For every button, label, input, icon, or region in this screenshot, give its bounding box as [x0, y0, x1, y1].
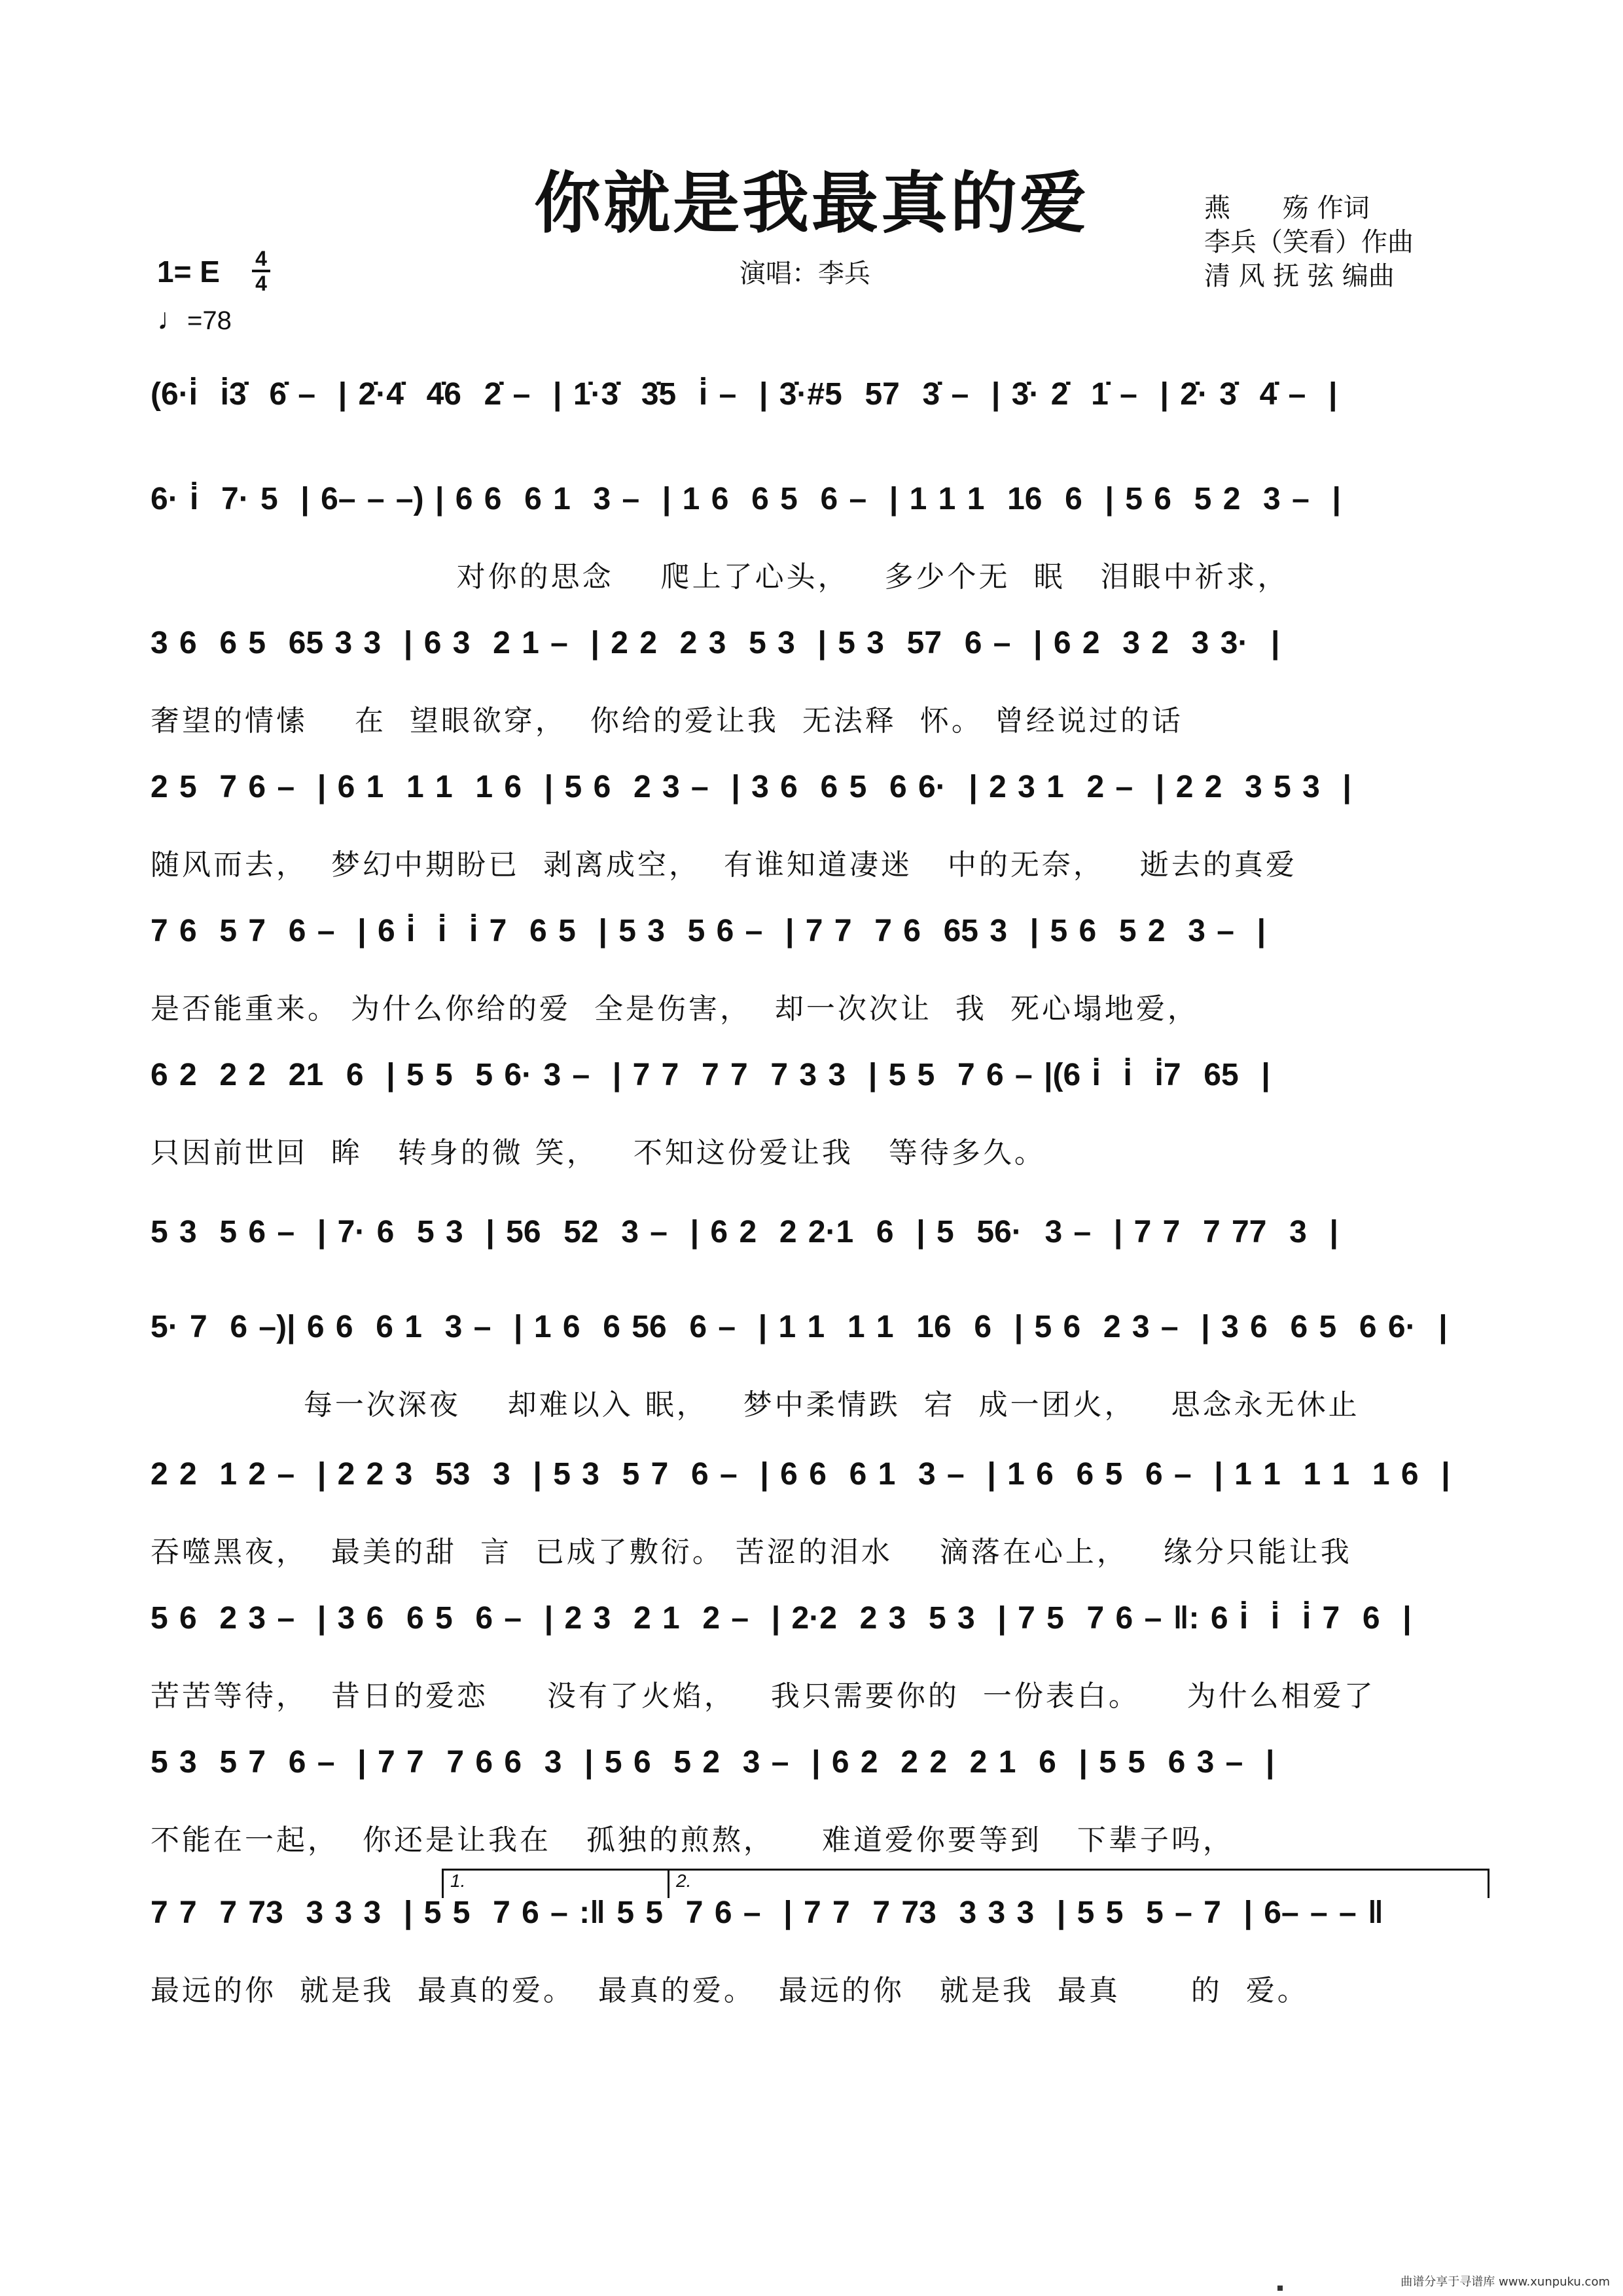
- footer-bullet-icon: [1277, 2286, 1283, 2291]
- notation-row: 2 5 7 6 – | 6 1 1 1 1 6 | 5 6 2 3 – | 3 6 6 5 6 6· | 2 3 1 2 – | 2 2 3 5 3 |: [151, 770, 1351, 804]
- first-ending-bracket: 1.: [442, 1869, 671, 1898]
- arranger-credit: 清 风 抚 弦 编曲: [1204, 261, 1395, 291]
- notation-row: 5 3 5 7 6 – | 7 7 7 6 6 3 | 5 6 5 2 3 – | 6 2 2 2 2 1 6 | 5 5 6 3 – |: [151, 1745, 1275, 1780]
- lyric-row: 苦苦等待， 昔日的爱恋 没有了火焰， 我只需要你的 一份表白。 为什么相爱了: [151, 1679, 1376, 1713]
- notation-row: 7 7 7 73 3 3 3 | 5 5 7 6 – :‖ 5 5 7 6 – | 7 7 7 73 3 3 3 | 5 5 5 – 7 | 6– – – ‖: [151, 1895, 1383, 1930]
- composer-credit: 李兵（笑看）作曲: [1204, 227, 1414, 257]
- notation-row: 5· 7 6 –)| 6 6 6 1 3 – | 1 6 6 56 6 – | 1 1 1 1 16 6 | 5 6 2 3 – | 3 6 6 5 6 6· |: [151, 1310, 1448, 1344]
- time-signature-top: 4: [255, 247, 267, 270]
- lyric-row: 每一次深夜 却难以入 眠， 梦中柔情跌 宕 成一团火， 思念永无休止: [151, 1388, 1360, 1422]
- time-signature-bottom: 4: [255, 272, 267, 295]
- credits: [1204, 191, 1479, 293]
- lyric-row: 最远的你 就是我 最真的爱。 最真的爱。 最远的你 就是我 最真 的 爱。: [151, 1974, 1309, 2007]
- tempo-marking: [157, 301, 232, 336]
- lyric-row: 只因前世回 眸 转身的微 笑， 不知这份爱让我 等待多久。: [151, 1136, 1046, 1170]
- footer-watermark: 曲谱分享于寻谱库 www.xunpuku.com: [1400, 2275, 1610, 2289]
- lyric-row: 是否能重来。 为什么你给的爱 全是伤害， 却一次次让 我 死心塌地爱，: [151, 992, 1199, 1026]
- notation-row: (6·i̇ i̇3̇ 6̇ – | 2̇·4̇ 4̇6 2̇ – | 1̇·3̇ 3̇5 i̇ – | 3̇·#5 57 3̇ – | 3̇· 2̇ 1̇ – | 2̇· 3̇ 4̇ – |: [151, 377, 1338, 412]
- key-signature: 1= E: [157, 255, 220, 289]
- singer-credit: 演唱：李兵: [740, 259, 870, 289]
- time-signature: [252, 247, 270, 295]
- lyric-row: 随风而去， 梦幻中期盼已 剥离成空， 有谁知道凄迷 中的无奈， 逝去的真爱: [151, 848, 1297, 882]
- notation-row: 6 2 2 2 21 6 | 5 5 5 6· 3 – | 7 7 7 7 7 3 3 | 5 5 7 6 – |(6 i̇ i̇ i̇7 65 |: [151, 1058, 1270, 1092]
- lyric-row: 奢望的情愫 在 望眼欲穿， 你给的爱让我 无法释 怀。 曾经说过的话: [151, 704, 1183, 738]
- notation-row: 3 6 6 5 65 3 3 | 6 3 2 1 – | 2 2 2 3 5 3 | 5 3 57 6 – | 6 2 3 2 3 3· |: [151, 626, 1280, 660]
- lyricist-credit: 燕 殇 作词: [1204, 193, 1370, 223]
- notation-row: 2 2 1 2 – | 2 2 3 53 3 | 5 3 5 7 6 – | 6 6 6 1 3 – | 1 6 6 5 6 – | 1 1 1 1 1 6 |: [151, 1457, 1450, 1492]
- notation-row: 7 6 5 7 6 – | 6 i̇ i̇ i̇ 7 6 5 | 5 3 5 6 – | 7 7 7 6 65 3 | 5 6 5 2 3 – |: [151, 914, 1266, 948]
- lyric-row: 对你的思念 爬上了心头， 多少个无 眠 泪眼中祈求，: [151, 560, 1289, 594]
- song-title: 你就是我最真的爱: [534, 164, 1089, 243]
- lyric-row: 不能在一起， 你还是让我在 孤独的煎熬， 难道爱你要等到 下辈子吗，: [151, 1823, 1234, 1857]
- second-ending-bracket: 2.: [668, 1869, 1489, 1898]
- notation-row: 5 3 5 6 – | 7· 6 5 3 | 56 52 3 – | 6 2 2 2·1 6 | 5 56· 3 – | 7 7 7 77 3 |: [151, 1215, 1338, 1249]
- notation-row: 5 6 2 3 – | 3 6 6 5 6 – | 2 3 2 1 2 – | 2·2 2 3 5 3 | 7 5 7 6 – ‖: 6 i̇ i̇ i̇ 7 6 |: [151, 1601, 1412, 1636]
- tempo-value: =78: [187, 306, 232, 335]
- quarter-note-icon: ♩: [157, 302, 187, 336]
- notation-row: 6· i̇ 7· 5 | 6– – –) | 6 6 6 1 3 – | 1 6 6 5 6 – | 1 1 1 16 6 | 5 6 5 2 3 – |: [151, 482, 1341, 516]
- lyric-row: 吞噬黑夜， 最美的甜 言 已成了敷衍。 苦涩的泪水 滴落在心上， 缘分只能让我: [151, 1535, 1352, 1569]
